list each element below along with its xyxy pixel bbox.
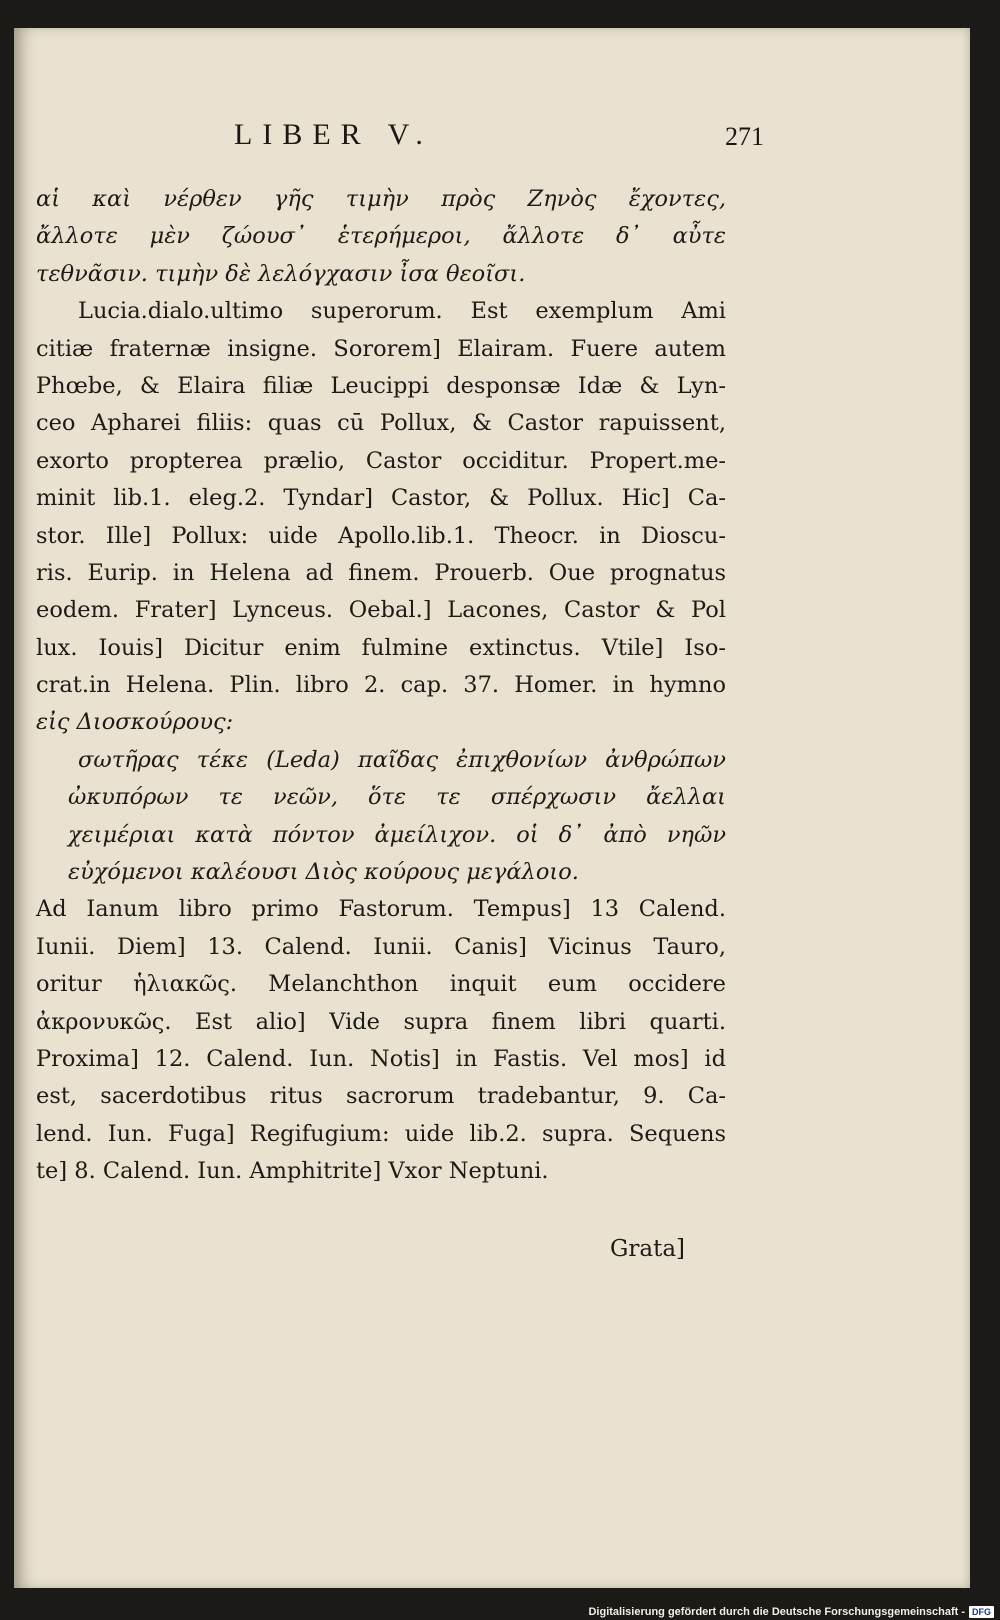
dfg-logo: DFG	[969, 1606, 994, 1618]
text-line: ris. Eurip. in Helena ad finem. Prouerb. Oue prognatus	[36, 559, 726, 586]
text-line: αἱ καὶ νέρθεν γῆς τιμὴν πρὸς Ζηνὸς ἔχοντες,	[36, 186, 726, 212]
running-title: LIBER V.	[234, 118, 433, 151]
text-line: Proxima] 12. Calend. Iun. Notis] in Fastis. Vel mos] id	[36, 1045, 726, 1072]
text-line: ὠκυπόρων τε νεῶν, ὅτε τε σπέρχωσιν ἄελλαι	[68, 784, 726, 811]
body-text	[36, 181, 726, 1191]
text-line: ἄλλοτε μὲν ζώουσ᾽ ἑτερήμεροι, ἄλλοτε δ᾽ αὖτε	[36, 223, 726, 250]
catchword: Grata]	[610, 1236, 686, 1262]
text-line: stor. Ille] Pollux: uide Apollo.lib.1. Theocr. in Dioscu-	[36, 522, 726, 549]
text-line: minit lib.1. eleg.2. Tyndar] Castor, & Pollux. Hic] Ca-	[36, 485, 726, 512]
text-line: lux. Iouis] Dicitur enim fulmine extinctus. Vtile] Iso-	[36, 634, 726, 661]
text-line: τεθνᾶσιν. τιμὴν δὲ λελόγχασιν ἶσα θεοῖσι.	[36, 260, 526, 287]
text-line: ἀκρονυκῶς. Est alio] Vide supra finem libri quarti.	[36, 1008, 726, 1035]
text-line: Ad Ianum libro primo Fastorum. Tempus] 13 Calend.	[36, 896, 726, 923]
credit-text: Digitalisierung gefördert durch die Deutsche Forschungsgemeinschaft -	[588, 1606, 965, 1618]
digitization-credit	[588, 1606, 994, 1618]
page-header	[234, 118, 764, 168]
text-line: crat.in Helena. Plin. libro 2. cap. 37. Homer. in hymno	[36, 672, 726, 699]
text-line: eodem. Frater] Lynceus. Oebal.] Lacones, Castor & Pol	[36, 597, 726, 624]
text-line: εἰς Διοσκούρους:	[36, 709, 234, 736]
text-line: est, sacerdotibus ritus sacrorum tradebantur, 9. Ca-	[36, 1083, 726, 1110]
text-line: oritur ἡλιακῶς. Melanchthon inquit eum occidere	[36, 971, 726, 998]
text-line: Phœbe, & Elaira filiæ Leucippi desponsæ Idæ & Lyn-	[36, 372, 726, 399]
text-line: εὐχόμενοι καλέουσι Διὸς κούρους μεγάλοιο.	[68, 859, 579, 886]
text-line: exorto propterea prælio, Castor occiditur. Propert.me-	[36, 447, 726, 474]
book-page	[14, 28, 970, 1588]
text-line: ceo Apharei filiis: quas cū Pollux, & Castor rapuissent,	[36, 410, 726, 437]
text-line: te] 8. Calend. Iun. Amphitrite] Vxor Neptuni.	[36, 1158, 549, 1185]
text-line: Lucia.dialo.ultimo superorum. Est exemplum Ami	[78, 298, 726, 325]
text-line: citiæ fraternæ insigne. Sororem] Elairam. Fuere autem	[36, 335, 726, 362]
text-line: lend. Iun. Fuga] Regifugium: uide lib.2. supra. Sequens	[36, 1120, 726, 1147]
text-line: σωτῆρας τέκε (Leda) παῖδας ἐπιχθονίων ἀνθρώπων	[78, 746, 726, 773]
page-number: 271	[725, 122, 764, 151]
text-line: χειμέριαι κατὰ πόντον ἀμείλιχον. οἱ δ᾽ ἀπὸ νηῶν	[68, 821, 726, 848]
text-line: Iunii. Diem] 13. Calend. Iunii. Canis] Vicinus Tauro,	[36, 933, 726, 960]
